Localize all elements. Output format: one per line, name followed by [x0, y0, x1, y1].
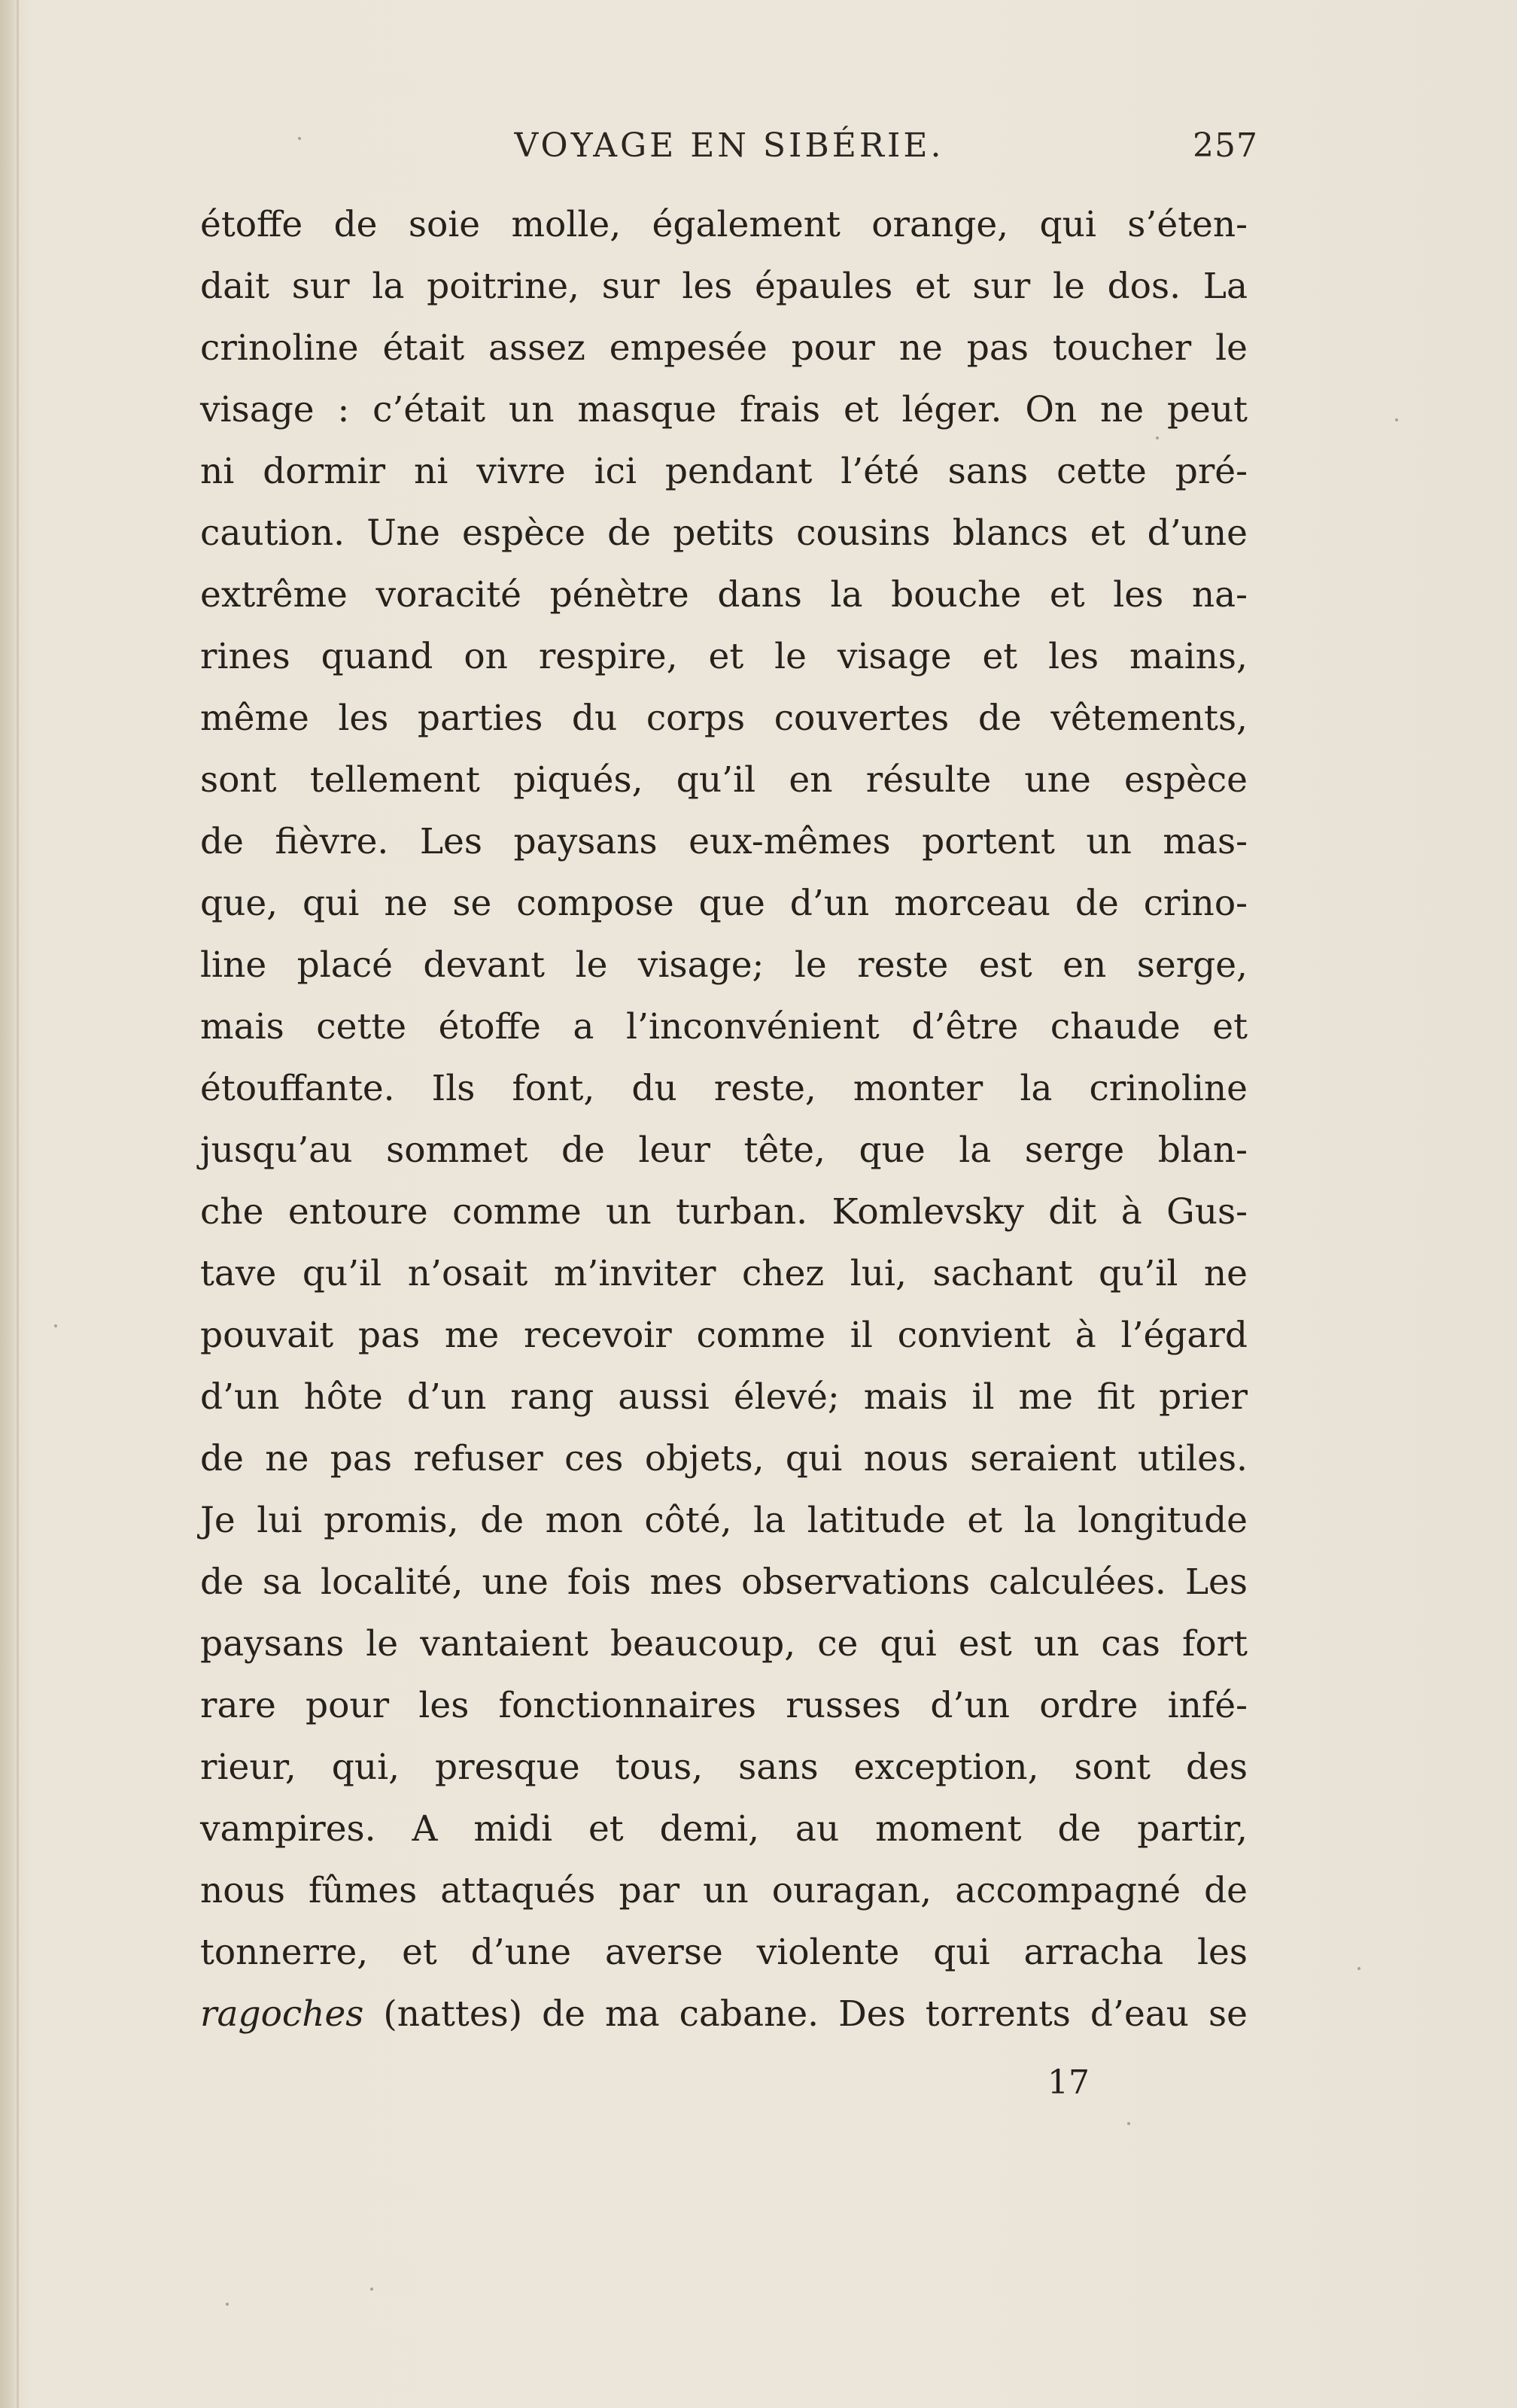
body-text — [200, 194, 1248, 2045]
text-line: rare pour les fonctionnaires russes d’un ordre infé- — [200, 1685, 1248, 1726]
text-line: mais cette étoffe a l’inconvénient d’être chaude et — [200, 1006, 1248, 1047]
text-line: ni dormir ni vivre ici pendant l’été sans cette pré- — [200, 451, 1248, 492]
text-line: même les parties du corps couvertes de vêtements, — [200, 698, 1248, 739]
text-line: étoffe de soie molle, également orange, qui s’éten- — [200, 204, 1248, 245]
paper-speck — [370, 2288, 373, 2291]
text-line: che entoure comme un turban. Komlevsky dit à Gus- — [200, 1191, 1248, 1233]
paper-speck — [226, 2303, 229, 2306]
paper-speck — [54, 1324, 57, 1327]
italic-word: ragoches — [200, 1993, 364, 2035]
text-line: de fièvre. Les paysans eux-mêmes portent un mas- — [200, 821, 1248, 862]
text-line: d’un hôte d’un rang aussi élevé; mais il me fit prier — [200, 1376, 1248, 1418]
text-line: étouffante. Ils font, du reste, monter la crinoline — [200, 1068, 1248, 1109]
page-gutter-shadow — [0, 0, 17, 2408]
paper-speck — [1127, 2122, 1130, 2125]
text-line: paysans le vantaient beaucoup, ce qui est un cas fort — [200, 1623, 1248, 1665]
text-line: pouvait pas me recevoir comme il convient à l’égard — [200, 1315, 1248, 1356]
text-line: jusqu’au sommet de leur tête, que la serge blan- — [200, 1130, 1248, 1171]
text-line: sont tellement piqués, qu’il en résulte une espèce — [200, 759, 1248, 801]
text-line: Je lui promis, de mon côté, la latitude et la longitude — [200, 1500, 1248, 1541]
running-title: VOYAGE EN SIBÉRIE. — [514, 126, 944, 165]
page-number: 257 — [1193, 126, 1258, 165]
text-line: tave qu’il n’osait m’inviter chez lui, sachant qu’il ne — [200, 1253, 1248, 1294]
text-line: visage : c’était un masque frais et léger. On ne peut — [200, 389, 1248, 430]
paper-speck — [1156, 436, 1159, 439]
text-line: crinoline était assez empesée pour ne pas toucher le — [200, 327, 1248, 369]
text-line: line placé devant le visage; le reste est en serge, — [200, 944, 1248, 986]
text-line-rest: (nattes) de ma cabane. Des torrents d’eau se — [363, 1993, 1248, 2035]
text-line: tonnerre, et d’une averse violente qui arracha les — [200, 1932, 1248, 1973]
text-line: vampires. A midi et demi, au moment de partir, — [200, 1808, 1248, 1850]
page-gutter-line — [17, 0, 19, 2408]
paper-speck — [298, 137, 301, 140]
paper-speck — [1357, 1967, 1360, 1970]
signature-mark: 17 — [1047, 2063, 1090, 2102]
text-line: rines quand on respire, et le visage et les mains, — [200, 636, 1248, 677]
text-line-last — [200, 1984, 1248, 2045]
paper-speck — [1395, 418, 1398, 421]
text-line: nous fûmes attaqués par un ouragan, accompagné de — [200, 1870, 1248, 1911]
running-header — [200, 126, 1258, 179]
text-line: que, qui ne se compose que d’un morceau de crino- — [200, 883, 1248, 924]
text-line: de sa localité, une fois mes observations calculées. Les — [200, 1561, 1248, 1603]
text-line: dait sur la poitrine, sur les épaules et sur le dos. La — [200, 266, 1248, 307]
text-line: rieur, qui, presque tous, sans exception, sont des — [200, 1747, 1248, 1788]
text-line: caution. Une espèce de petits cousins blancs et d’une — [200, 512, 1248, 554]
text-line: extrême voracité pénètre dans la bouche et les na- — [200, 574, 1248, 616]
text-line: de ne pas refuser ces objets, qui nous seraient utiles. — [200, 1438, 1248, 1479]
